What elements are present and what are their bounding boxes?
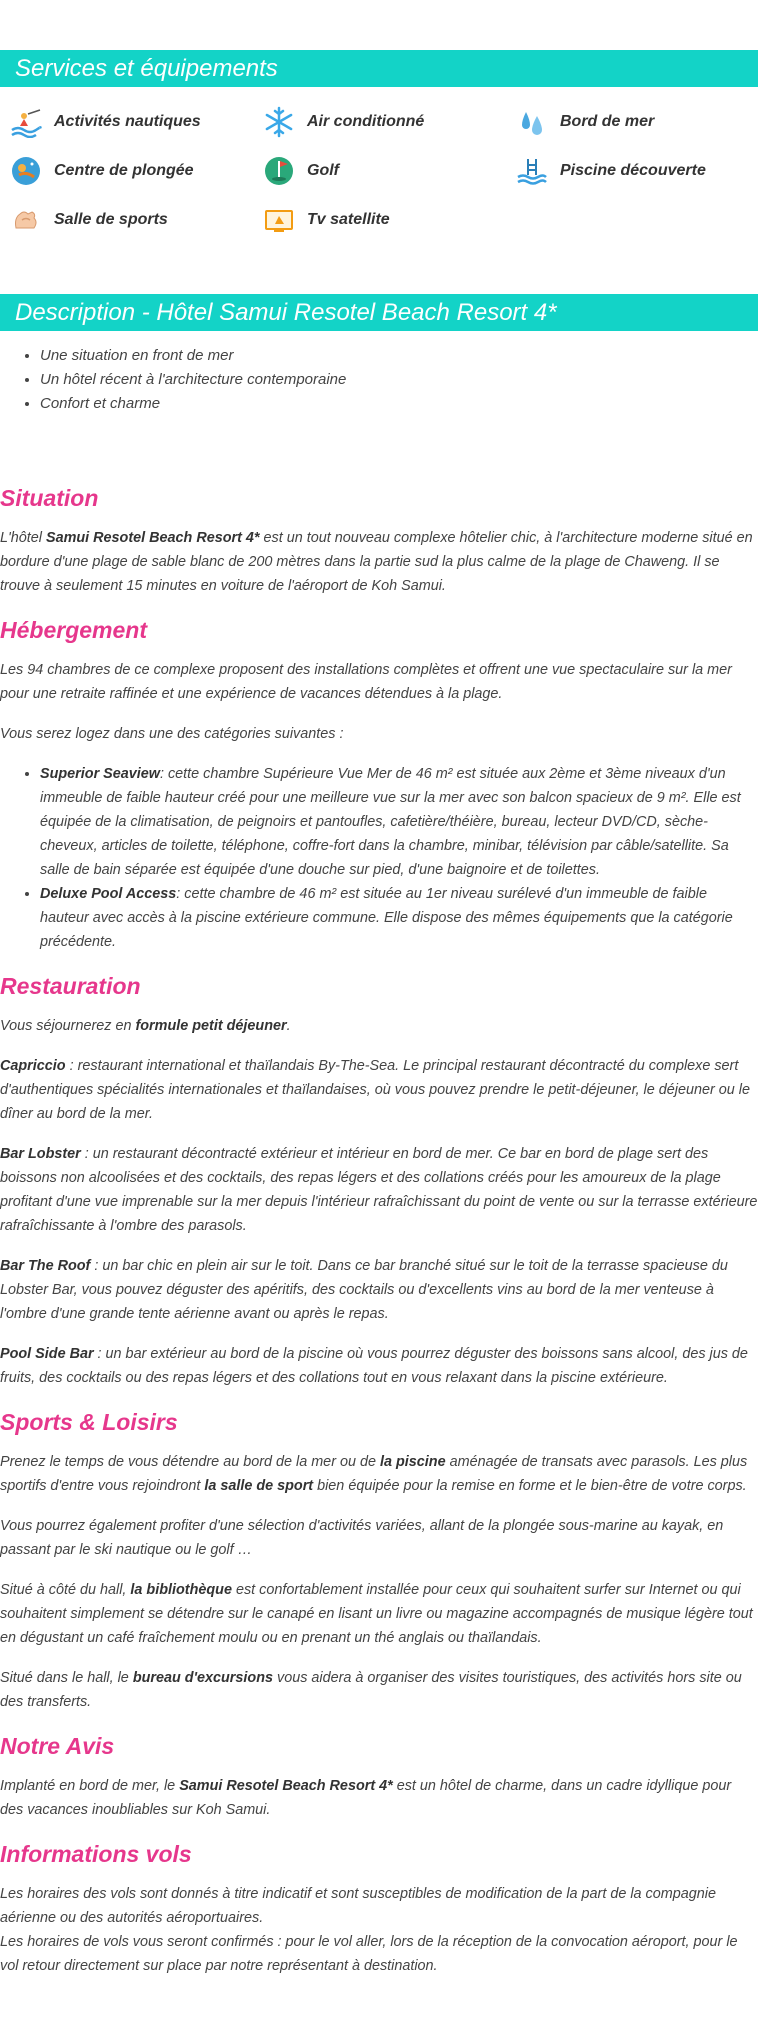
services-title: Services et équipements — [0, 50, 758, 87]
service-item — [506, 104, 654, 140]
section-title: Notre Avis — [0, 1733, 115, 1759]
list-item: • Superior Seaview: cette chambre Supérieure Vue Mer de 46 m² est située aux 2ème et 3ème niveaux d'un immeuble de faible hauteur créé pour une meilleure vue sur la mer avec son balcon spacieux de 9 m². Elle est équipée de la climatisation, de peignoirs et pantoufles, cafetière/théière, bureau, lecteur DVD/CD, sèche-cheveux, articles de toilette, téléphone, coffre-fort dans la chambre, minibar, télévision par câble/satellite. Sa salle de bain séparée est équipée d'une douche sur pied, d'une baignoire et de toilettes. — [40, 762, 758, 882]
paragraph: Vous séjournerez en formule petit déjeuner. — [0, 1018, 291, 1034]
paragraph: Capriccio : restaurant international et thaïlandais By-The-Sea. Le principal restaurant décontracté du complexe sert d'authentiques spécialités internationales et thaïlandaises, où vous pouvez prendre le petit-déjeuner, le déjeuner ou le dîner au bord de la mer. — [0, 1058, 750, 1122]
description-title: Description - Hôtel Samui Resotel Beach Resort 4* — [0, 294, 758, 331]
golf-icon — [263, 155, 295, 187]
paragraph: Implanté en bord de mer, le Samui Resotel Beach Resort 4* est un hôtel de charme, dans un cadre idyllique pour des vacances inoubliables sur Koh Samui. — [0, 1778, 732, 1818]
snowflake-icon — [263, 106, 295, 138]
section-title: Sports & Loisirs — [0, 1409, 178, 1435]
paragraph: Les horaires de vols vous seront confirmés : pour le vol aller, lors de la réception de la convocation aéroport, pour le vol retour directement sur place par notre représentant à destination. — [0, 1934, 738, 1974]
service-item — [0, 153, 194, 189]
paragraph: L'hôtel Samui Resotel Beach Resort 4* est un tout nouveau complexe hôtelier chic, à l'architecture moderne situé en bordure d'une plage de sable blanc de 200 mètres dans la partie sud la plus calme de la plage de Chaweng. Il se trouve à seulement 15 minutes en voiture de l'aéroport de Koh Samui. — [0, 530, 753, 594]
list-item: • Un hôtel récent à l'architecture contemporaine — [40, 368, 346, 392]
service-item — [506, 153, 706, 189]
paragraph: Vous pourrez également profiter d'une sélection d'activités variées, allant de la plongée sous-marine au kayak, en passant par le ski nautique ou le golf … — [0, 1518, 724, 1558]
service-label: Golf — [307, 162, 339, 179]
section-title: Situation — [0, 485, 99, 511]
pool-icon — [516, 155, 548, 187]
service-label: Activités nautiques — [54, 113, 201, 130]
paragraph: Les horaires des vols sont donnés à titre indicatif et sont susceptibles de modification de la part de la compagnie aérienne ou des autorités aéroportuaires. — [0, 1886, 716, 1926]
service-item — [253, 153, 339, 189]
service-item — [0, 202, 168, 238]
service-label: Piscine découverte — [560, 162, 706, 179]
service-item — [0, 104, 201, 140]
service-label: Tv satellite — [307, 211, 390, 228]
list-item: • Une situation en front de mer — [40, 344, 346, 368]
water-drop-icon — [516, 106, 548, 138]
service-item — [253, 202, 390, 238]
service-label: Centre de plongée — [54, 162, 194, 179]
list-item: • Confort et charme — [40, 392, 346, 416]
room-list — [0, 762, 758, 954]
paragraph: Vous serez logez dans une des catégories suivantes : — [0, 726, 344, 742]
paragraph: Prenez le temps de vous détendre au bord de la mer ou de la piscine aménagée de transats avec parasols. Les plus sportifs d'entre vous rejoindront la salle de sport bien équipée pour la remise en forme et le bien-être de votre corps. — [0, 1454, 748, 1494]
section-title: Restauration — [0, 973, 141, 999]
paragraph: Pool Side Bar : un bar extérieur au bord de la piscine où vous pourrez déguster des boissons sans alcool, des jus de fruits, des cocktails ou des repas légers et des collations tout en vous relaxant dans la piscine extérieure. — [0, 1346, 748, 1386]
description-list — [10, 344, 346, 416]
paragraph: Situé à côté du hall, la bibliothèque est confortablement installée pour ceux qui souhaitent surfer sur Internet ou qui souhaitent simplement se détendre sur le canapé en lisant un livre ou magazine accompagnés de musique légère tout en dégustant un café fraîchement moulu ou en prenant un thé anglais ou thaïlandais. — [0, 1582, 753, 1646]
tv-icon — [263, 204, 295, 236]
list-item: • Deluxe Pool Access: cette chambre de 46 m² est située au 1er niveau surélevé d'un immeuble de faible hauteur avec accès à la piscine extérieure commune. Elle dispose des mêmes équipements que la catégorie précédente. — [40, 882, 758, 954]
service-label: Salle de sports — [54, 211, 168, 228]
gym-icon — [10, 204, 42, 236]
water-sports-icon — [10, 106, 42, 138]
diving-icon — [10, 155, 42, 187]
paragraph: Situé dans le hall, le bureau d'excursions vous aidera à organiser des visites touristiques, des activités hors site ou des transferts. — [0, 1670, 742, 1710]
section-title: Hébergement — [0, 617, 147, 643]
paragraph: Bar The Roof : un bar chic en plein air sur le toit. Dans ce bar branché situé sur le toit de la terrasse spacieuse du Lobster Bar, vous pouvez déguster des apéritifs, des cocktails ou d'excellents vins au bord de la mer venteuse à l'ombre d'une grande tente aérienne avant ou après le repas. — [0, 1258, 728, 1322]
section-title: Informations vols — [0, 1841, 192, 1867]
service-label: Air conditionné — [307, 113, 425, 130]
paragraph: Les 94 chambres de ce complexe proposent des installations complètes et offrent une vue spectaculaire sur la mer pour une retraite raffinée et une expérience de vacances détendues à la plage. — [0, 662, 732, 702]
paragraph: Bar Lobster : un restaurant décontracté extérieur et intérieur en bord de mer. Ce bar en bord de plage sert des boissons non alcoolisées et des cocktails, des repas légers et des collations créés pour les amoureux de la plage profitant d'une vue imprenable sur la mer depuis l'intérieur rafraîchissant du point de vente ou sur la terrasse extérieure rafraîchissante à l'ombre des parasols. — [0, 1146, 758, 1234]
service-label: Bord de mer — [560, 113, 655, 130]
service-item — [253, 104, 424, 140]
main-content — [0, 482, 758, 1978]
